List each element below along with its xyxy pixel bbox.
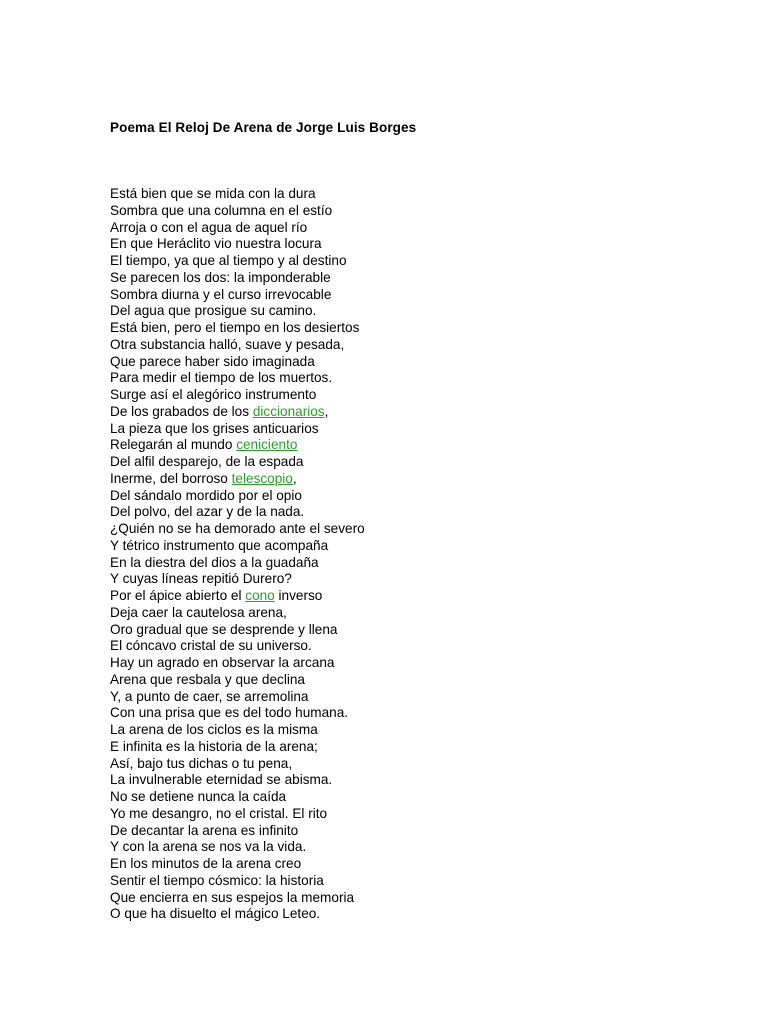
poem-line: El tiempo, ya que al tiempo y al destino (110, 253, 347, 268)
poem-line: Del sándalo mordido por el opio (110, 487, 302, 503)
poem-line-text: , (292, 470, 297, 486)
glossary-link[interactable]: ceniciento (236, 437, 298, 453)
glossary-link[interactable]: telescopio (231, 470, 293, 486)
poem-line-text: , (324, 403, 329, 419)
poem-line: Para medir el tiempo de los muertos. (110, 370, 333, 386)
poem-line: Así, bajo tus dichas o tu pena, (110, 755, 293, 771)
poem-line (110, 404, 365, 421)
poem-line: De decantar la arena es infinito (110, 822, 299, 838)
poem-line: Yo me desangro, no el cristal. El rito (110, 805, 328, 821)
poem-line: En los minutos de la arena creo (110, 856, 302, 871)
poem-line: Del alfil desparejo, de la espada (110, 454, 304, 469)
poem-line: Sombra diurna y el curso irrevocable (110, 286, 332, 302)
glossary-link[interactable]: cono (245, 588, 275, 603)
poem-line-text: De los grabados de los (110, 403, 253, 419)
poem-line: ¿Quién no se ha demorado ante el severo (110, 521, 365, 536)
poem-title: Poema El Reloj De Arena de Jorge Luis Borges (110, 120, 417, 135)
poem-line: Se parecen los dos: la imponderable (110, 269, 331, 285)
poem-line: Surge así el alegórico instrumento (110, 387, 317, 402)
poem-line (110, 588, 365, 605)
poem-line: Otra substancia halló, suave y pesada, (110, 336, 345, 352)
poem-line: Del agua que prosigue su camino. (110, 303, 317, 319)
poem-line: Sombra que una columna en el estío (110, 202, 333, 218)
poem-line: La arena de los ciclos es la misma (110, 722, 318, 737)
poem-line: Y, a punto de caer, se arremolina (110, 688, 309, 704)
poem-line: No se detiene nunca la caída (110, 789, 287, 804)
poem-line: Y con la arena se nos va la vida. (110, 839, 307, 855)
poem-line: Está bien, pero el tiempo en los desiertos (110, 320, 360, 335)
glossary-link[interactable]: diccionarios (252, 403, 325, 419)
poem-line: La invulnerable eternidad se abisma. (110, 772, 333, 788)
poem-line: Está bien que se mida con la dura (110, 186, 316, 201)
poem-line: Deja caer la cautelosa arena, (110, 604, 287, 620)
poem-line: Sentir el tiempo cósmico: la historia (110, 872, 324, 888)
poem-line: El cóncavo cristal de su universo. (110, 638, 312, 654)
poem-line: Arena que resbala y que declina (110, 671, 305, 687)
poem-line: O que ha disuelto el mágico Leteo. (110, 906, 321, 922)
poem-line: Del polvo, del azar y de la nada. (110, 504, 305, 520)
poem-line-text: inverso (274, 588, 323, 603)
poem-line: Que encierra en sus espejos la memoria (110, 889, 355, 905)
poem-line (110, 437, 365, 454)
poem-line: Oro gradual que se desprende y llena (110, 621, 338, 637)
poem-line: Arroja o con el agua de aquel río (110, 219, 308, 235)
poem-line (110, 471, 365, 488)
poem-line-text: Relegarán al mundo (110, 437, 237, 453)
poem-body (110, 186, 365, 923)
poem-line: En que Heráclito vio nuestra locura (110, 236, 322, 252)
poem-line: E infinita es la historia de la arena; (110, 738, 318, 754)
poem-line: Y tétrico instrumento que acompaña (110, 537, 329, 553)
poem-line: Y cuyas líneas repitió Durero? (110, 571, 292, 587)
poem-line-text: Inerme, del borroso (110, 470, 232, 486)
poem-line: Hay un agrado en observar la arcana (110, 655, 335, 670)
poem-line: Con una prisa que es del todo humana. (110, 705, 349, 721)
poem-line-text: Por el ápice abierto el (110, 588, 246, 603)
poem-line: La pieza que los grises anticuarios (110, 420, 319, 436)
poem-line: En la diestra del dios a la guadaña (110, 554, 319, 570)
poem-line: Que parece haber sido imaginada (110, 353, 315, 369)
